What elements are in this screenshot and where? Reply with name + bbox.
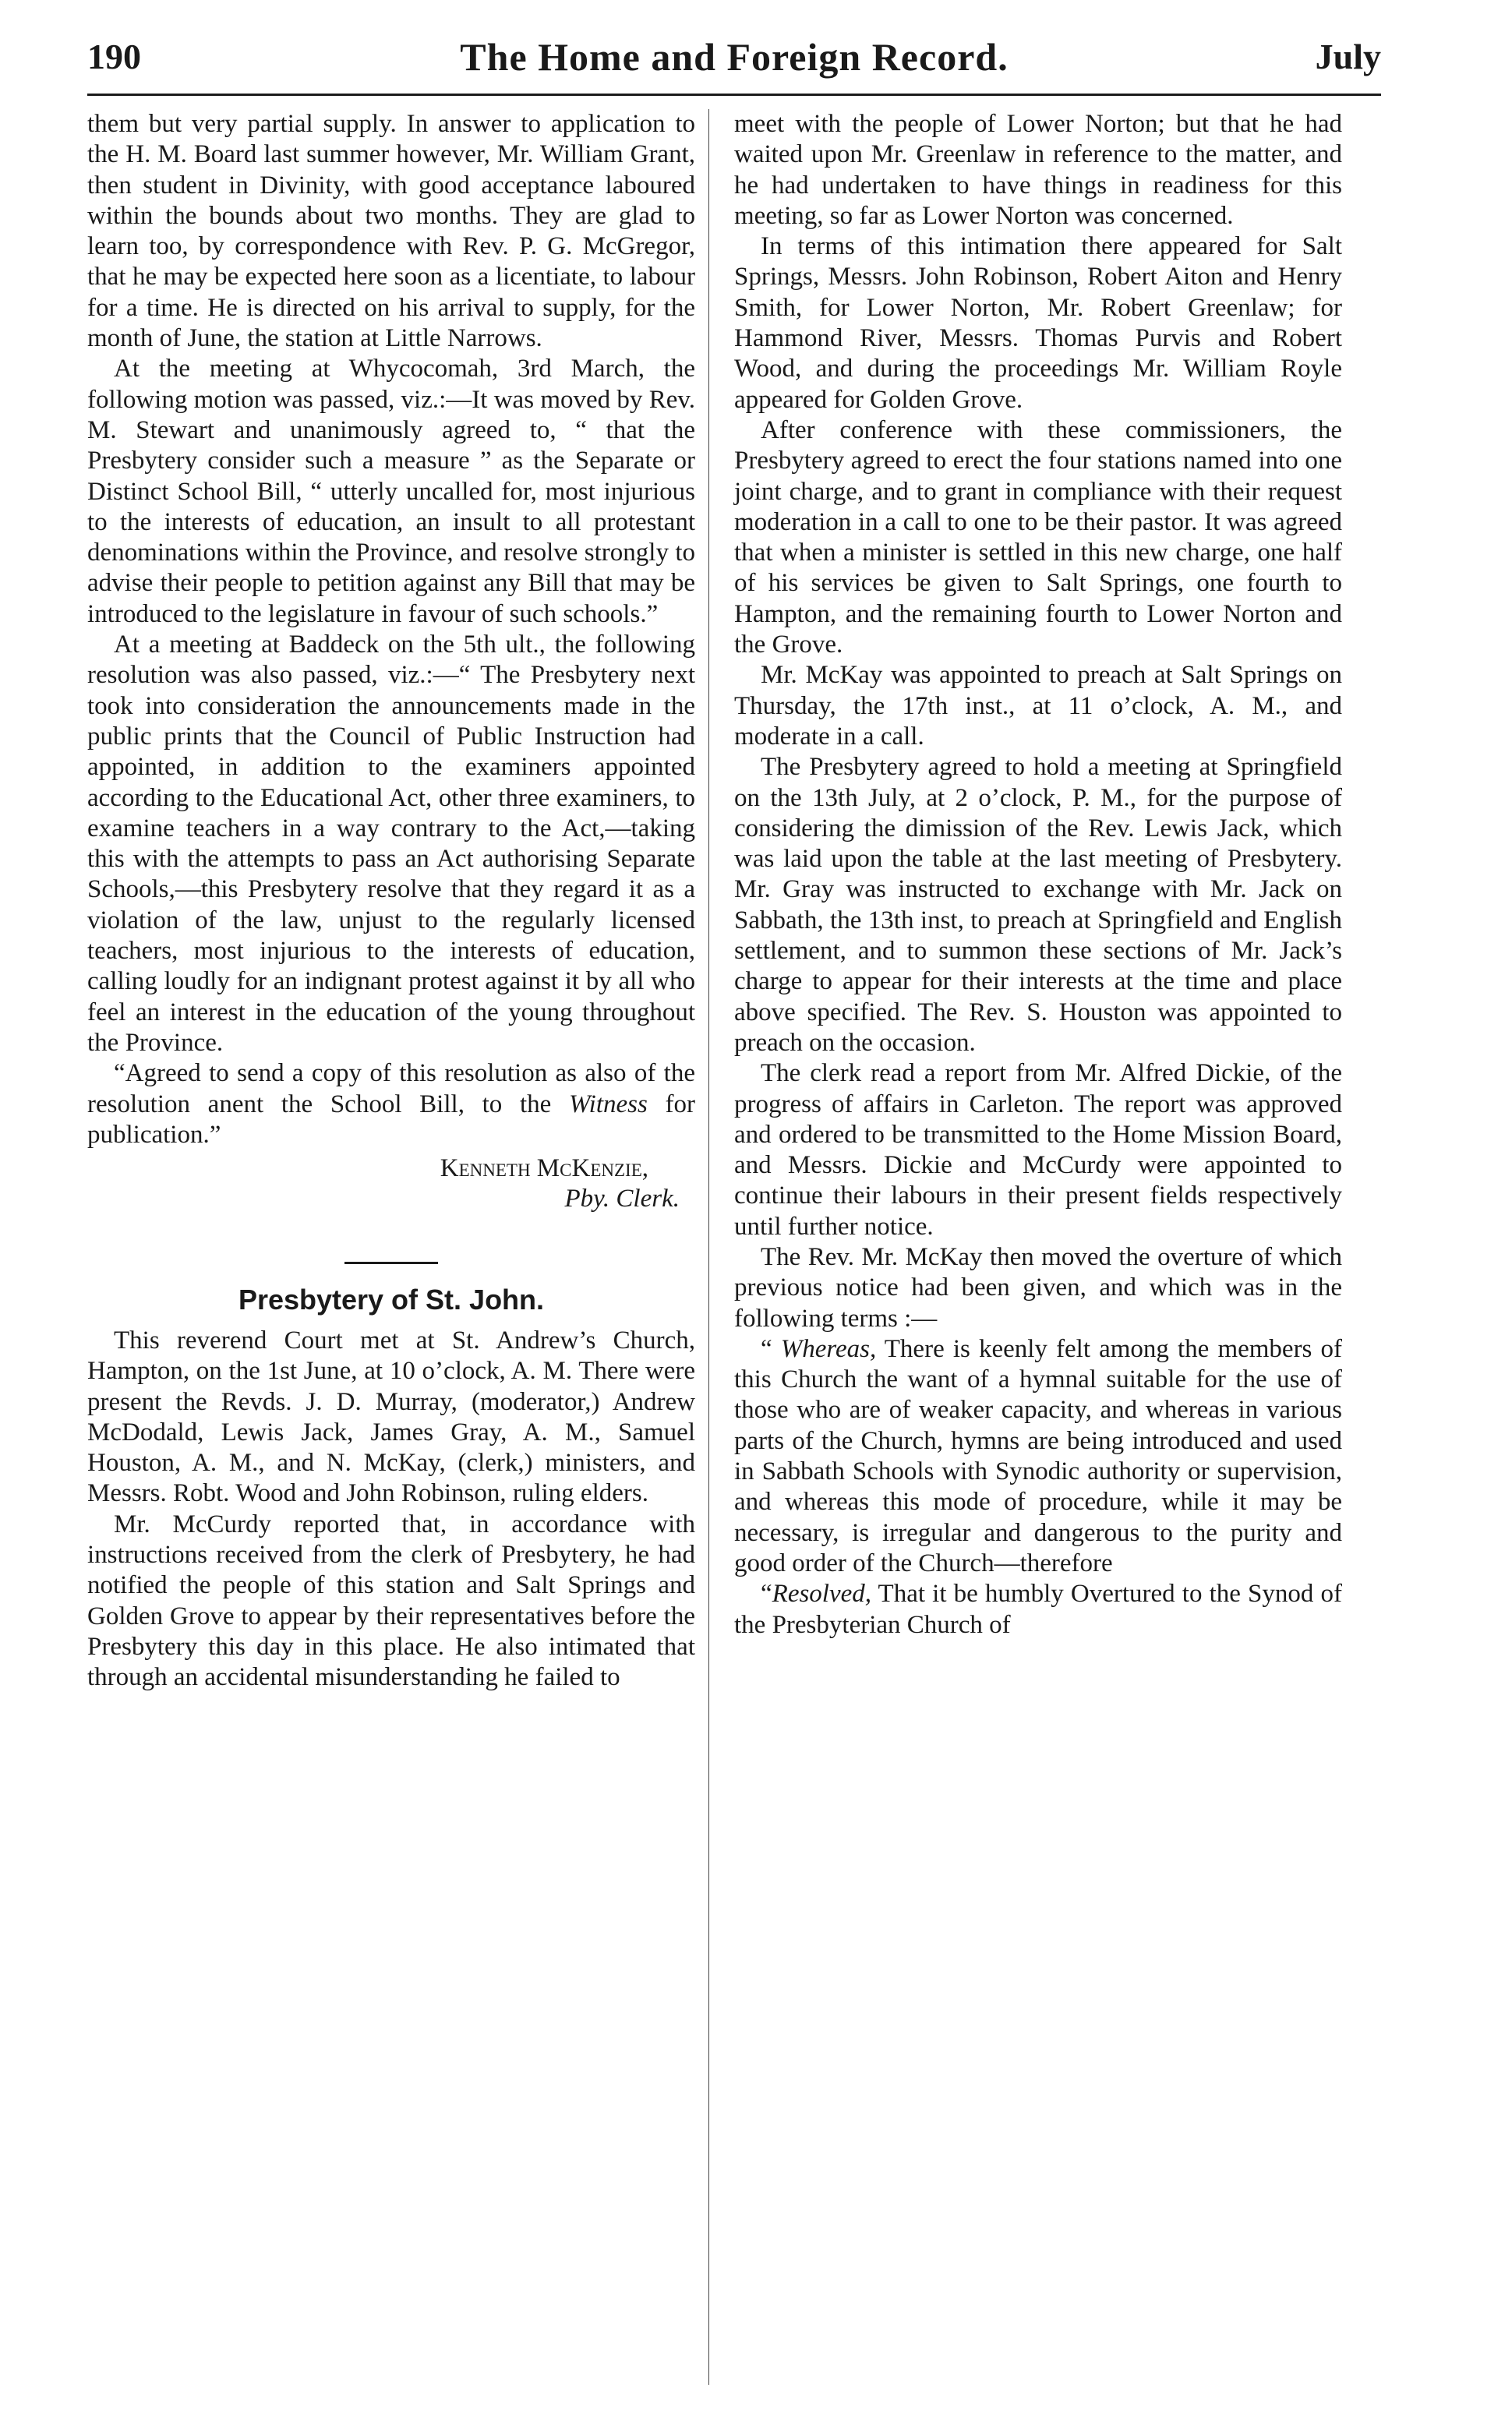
paragraph: In terms of this intimation there appeared for Salt Springs, Messrs. John Robinson, Robert Aiton and Henry Smith, for Lower Norton, Mr. Robert Greenlaw; for Hammond River, Messrs. Thomas Purvis and Robert Wood, and during the proceedings Mr. William Royle appeared for Golden Grove. xyxy=(734,232,1342,414)
left-column xyxy=(87,109,695,1694)
paragraph: At the meeting at Whycocomah, 3rd March, the following motion was passed, viz.:—It was moved by Rev. M. Stewart and unanimously agreed to, “ that the Presbytery consider such a measure ” as the Separate or Distinct School Bill, “ utterly uncalled for, most injurious to the interests of education, an insult to all protestant denominations within the Province, and resolve strongly to advise their people to petition against any Bill that may be introduced to the legislature in favour of such schools.” xyxy=(87,355,695,628)
paragraph: them but very partial supply. In answer to application to the H. M. Board last summer however, Mr. William Grant, then student in Divinity, with good acceptance laboured within the bounds about two months. They are glad to learn too, by correspondence with Rev. P. G. McGregor, that he may be expected here soon as a licentiate, to labour for a time. He is directed on his arrival to supply, for the month of June, the station at Little Narrows. xyxy=(87,110,695,353)
right-column xyxy=(734,109,1342,1641)
paragraph: Mr. McKay was appointed to preach at Salt Springs on Thursday, the 17th inst., at 11 o’clock, A. M., and moderate in a call. xyxy=(734,661,1342,751)
page-header xyxy=(87,34,1381,89)
paragraph: This reverend Court met at St. Andrew’s Church, Hampton, on the 1st June, at 10 o’clock, A. M. There were present the Revds. J. D. Murray, (moderator,) Andrew McDodald, Lewis Jack, James Gray, A. M., Samuel Houston, A. M., and N. McKay, (clerk,) ministers, and Messrs. Robt. Wood and John Robinson, ruling elders. xyxy=(87,1326,695,1508)
signature-name: Kenneth McKenzie, xyxy=(440,1154,648,1183)
paragraph: The Presbytery agreed to hold a meeting at Springfield on the 13th July, at 2 o’clock, P. M., for the purpose of considering the dimission of the Rev. Lewis Jack, which was laid upon the table at the last meeting of Presbytery. Mr. Gray was instructed to exchange with Mr. Jack on Sabbath, the 13th inst, to preach at Springfield and English settlement, and to summon these sections of Mr. Jack’s charge to appear for their interests at the time and place above specified. The Rev. S. Houston was appointed to preach on the occasion. xyxy=(734,753,1342,1057)
paragraph: The clerk read a report from Mr. Alfred Dickie, of the progress of affairs in Carleton. The report was approved and ordered to be transmitted to the Home Mission Board, and Messrs. Dickie and McCurdy were appointed to continue their labours in their present fields respectively until further notice. xyxy=(734,1059,1342,1241)
page-number: 190 xyxy=(87,37,141,76)
witness-title: Witness xyxy=(568,1090,648,1118)
paragraph: “Agreed to send a copy of this resolution as also of the resolution anent the School Bill, to the Witness for publication.” xyxy=(87,1059,695,1149)
paragraph: Mr. McCurdy reported that, in accordance with instructions received from the clerk of Presbytery, he had notified the people of this station and Salt Springs and Golden Grove to appear by their representatives before the Presbytery this day in this place. He also intimated that through an accidental misunderstanding he failed to xyxy=(87,1510,695,1692)
section-divider xyxy=(344,1262,438,1264)
signature xyxy=(87,1153,695,1215)
column-divider xyxy=(708,109,709,2385)
paragraph: “Resolved, That it be humbly Overtured to the Synod of the Presbyterian Church of xyxy=(734,1580,1342,1639)
paragraph: “ Whereas, There is keenly felt among the members of this Church the want of a hymnal suitable for the use of those who are of weaker capacity, and whereas in various parts of the Church, hymns are being introduced and used in Sabbath Schools with Synodic authority or supervision, and whereas this mode of procedure, while it may be necessary, is irregular and dangerous to the purity and good order of the Church—therefore xyxy=(734,1334,1343,1577)
paragraph: The Rev. Mr. McKay then moved the overture of which previous notice had been given, and which was in the following terms :— xyxy=(734,1242,1342,1333)
paragraph: After conference with these commissioners, the Presbytery agreed to erect the four stations named into one joint charge, and to grant in compliance with their request moderation in a call to one to be their pastor. It was agreed that when a minister is settled in this new charge, one half of his services be given to Salt Springs, one fourth to Hampton, and the remaining fourth to Lower Norton and the Grove. xyxy=(734,415,1342,659)
section-heading: Presbytery of St. John. xyxy=(238,1283,545,1316)
header-rule xyxy=(87,94,1381,96)
issue-month: July xyxy=(1315,37,1381,76)
journal-title: The Home and Foreign Record. xyxy=(460,35,1009,79)
signature-role: Pby. Clerk. xyxy=(564,1185,680,1213)
paragraph: meet with the people of Lower Norton; but that he had waited upon Mr. Greenlaw in reference to the matter, and he had undertaken to have things in readiness for this meeting, so far as Lower Norton was concerned. xyxy=(734,110,1342,230)
paragraph: At a meeting at Baddeck on the 5th ult., the following resolution was also passed, viz.:—“ The Presbytery next took into consideration the announcements made in the public prints that the Council of Public Instruction had appointed, in addition to the examiners appointed according to the Educational Act, other three examiners, to examine teachers in a way contrary to the Act,—taking this with the attempts to pass an Act authorising Separate Schools,—this Presbytery resolve that they regard it as a violation of the law, unjust to the regularly licensed teachers, most injurious to the interests of education, calling loudly for an indignant protest against it by all who feel an interest in the education of the young throughout the Province. xyxy=(87,630,695,1057)
